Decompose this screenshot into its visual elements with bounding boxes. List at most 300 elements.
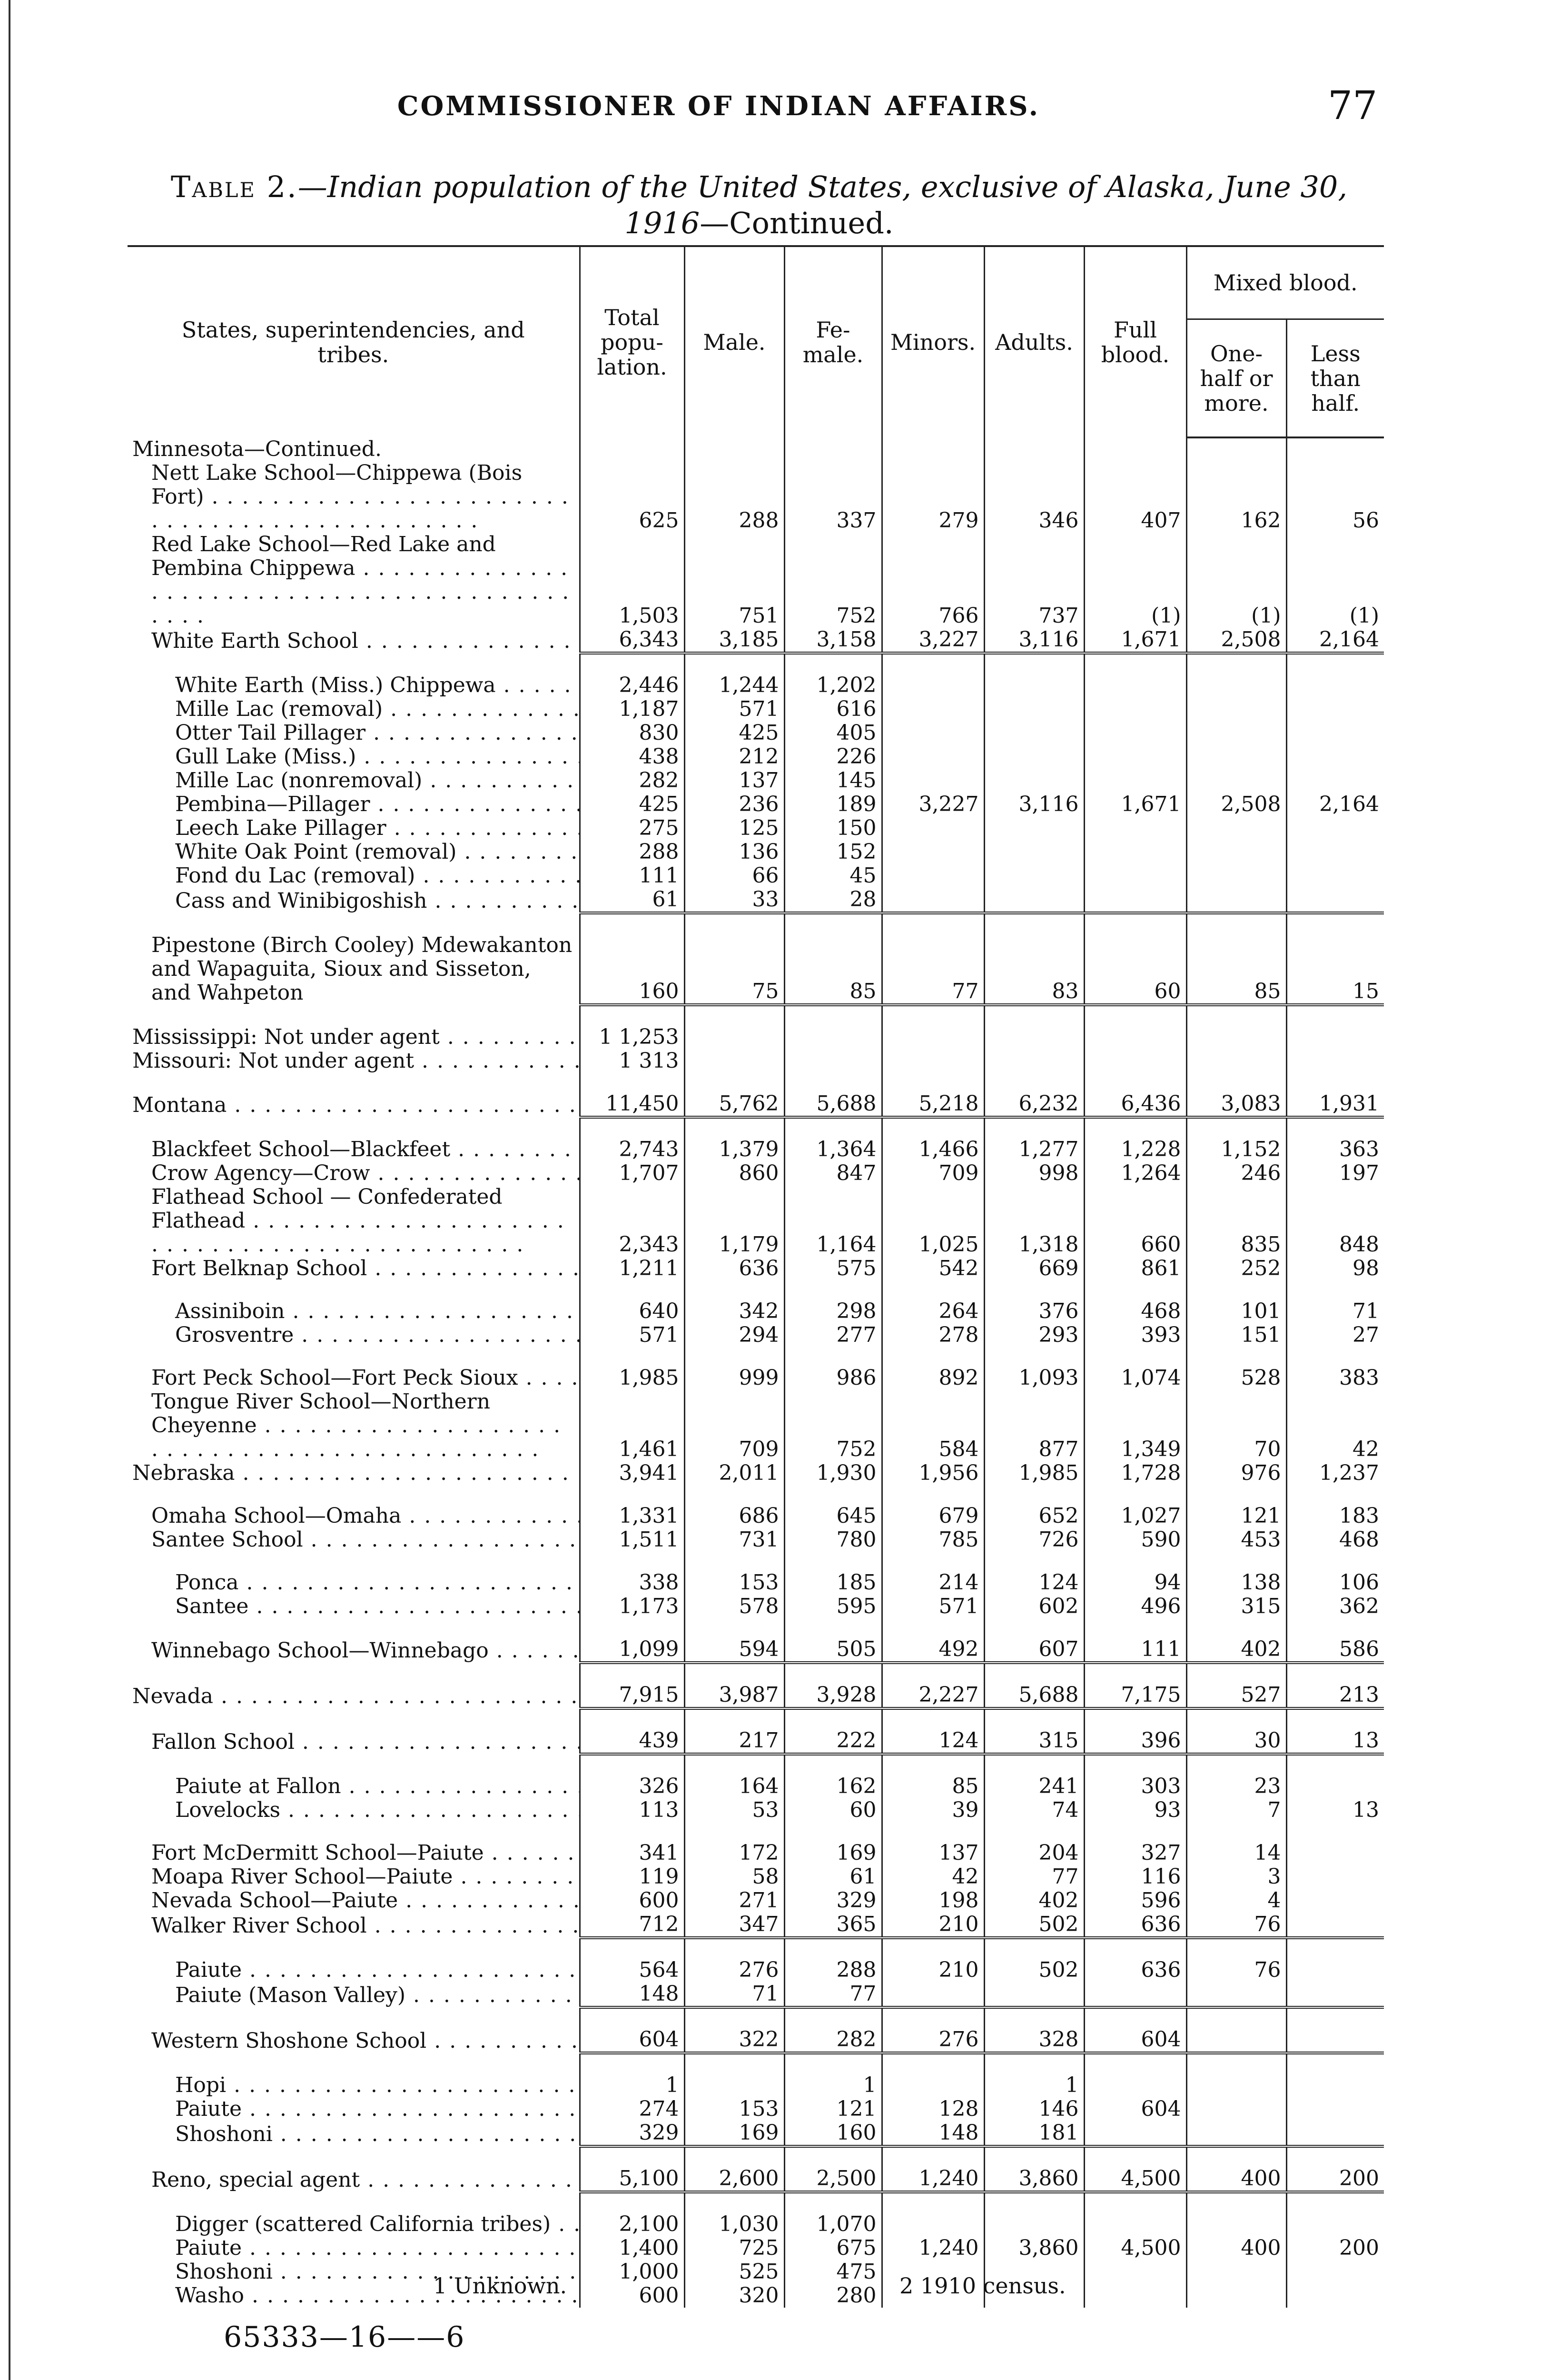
cell-value: 6,232 <box>984 1092 1084 1117</box>
cell-value: 525 <box>684 2260 784 2284</box>
cell-value: 1,244 <box>684 674 784 697</box>
spacer-cell <box>1186 1754 1286 1775</box>
spacer-cell <box>784 2146 882 2167</box>
leader-dots <box>226 2073 580 2097</box>
row-label-text: Grosventre <box>175 1323 294 1347</box>
table-row <box>128 2028 1384 2053</box>
cell-value <box>984 745 1084 769</box>
cell-value: 393 <box>1084 1323 1186 1347</box>
row-label-text: Pembina—Pillager <box>175 793 370 816</box>
cell-value: 85 <box>1186 933 1286 1005</box>
table-row <box>128 1798 1384 1822</box>
cell-value <box>1186 840 1286 864</box>
spacer-cell <box>984 1552 1084 1571</box>
spacer-cell <box>128 1938 580 1958</box>
cell-value <box>784 437 882 461</box>
cell-value <box>882 769 984 793</box>
row-label <box>128 2236 580 2260</box>
cell-value: 85 <box>784 933 882 1005</box>
table-row <box>128 1299 1384 1323</box>
cell-value: 2,508 <box>1186 628 1286 653</box>
row-label-text: Fond du Lac (removal) <box>175 864 415 888</box>
cell-value: 148 <box>580 1982 684 2007</box>
cell-value: 492 <box>882 1637 984 1663</box>
leader-dots <box>151 485 569 533</box>
cell-value <box>1186 1025 1286 1049</box>
spacer-cell <box>784 653 882 674</box>
leader-dots <box>489 1638 580 1663</box>
cell-value: 505 <box>784 1637 882 1663</box>
spacer-cell <box>784 1552 882 1571</box>
cell-value: 61 <box>580 888 684 913</box>
spacer-cell <box>128 1485 580 1504</box>
row-label-text: Reno, special agent <box>151 2168 360 2192</box>
cell-value <box>1286 1049 1384 1073</box>
spacer-cell <box>684 1754 784 1775</box>
cell-value: 2,600 <box>684 2167 784 2192</box>
cell-value: 976 <box>1186 1461 1286 1485</box>
cell-value: 277 <box>784 1323 882 1347</box>
cell-value: 652 <box>984 1504 1084 1528</box>
cell-value: 571 <box>882 1595 984 1618</box>
cell-value: 28 <box>784 888 882 913</box>
footnote-1: 1 Unknown. <box>433 2273 567 2299</box>
row-label <box>128 1390 580 1461</box>
spacer-cell <box>784 1117 882 1138</box>
leader-dots <box>294 1323 580 1347</box>
spacer-cell <box>1186 1552 1286 1571</box>
cell-value <box>684 2073 784 2097</box>
cell-value: 848 <box>1286 1185 1384 1257</box>
spacer-cell <box>580 2053 684 2073</box>
spacer-cell <box>1084 2053 1186 2073</box>
spacer-cell <box>1286 1005 1384 1025</box>
row-label-text: Blackfeet School—Blackfeet <box>151 1138 451 1161</box>
cell-value: 1,671 <box>1084 793 1186 816</box>
cell-value: 271 <box>684 1889 784 1913</box>
cell-value: 636 <box>684 1257 784 1280</box>
cell-value <box>1084 840 1186 864</box>
table-row <box>128 1323 1384 1347</box>
cell-value: 124 <box>882 1729 984 1754</box>
cell-value: 1,187 <box>580 697 684 721</box>
row-label-text: Nett Lake School—Chippewa (Bois Fort) <box>151 461 523 509</box>
row-label <box>128 769 580 793</box>
cell-value <box>1084 816 1186 840</box>
cell-value <box>1286 2097 1384 2121</box>
leader-dots <box>242 2097 580 2121</box>
cell-value <box>1286 816 1384 840</box>
cell-value: 320 <box>684 2284 784 2308</box>
cell-value: 1,211 <box>580 1257 684 1280</box>
row-label-text: Paiute (Mason Valley) <box>175 1983 405 2007</box>
cell-value: 1,466 <box>882 1138 984 1161</box>
cell-value: 1,164 <box>784 1185 882 1257</box>
cell-value: 405 <box>784 721 882 745</box>
cell-value: 1,025 <box>882 1185 984 1257</box>
cell-value: 4,500 <box>1084 2236 1186 2260</box>
spacer-cell <box>784 1938 882 1958</box>
spacer-cell <box>784 1280 882 1299</box>
cell-value: 604 <box>580 2028 684 2053</box>
cell-value <box>1186 2284 1286 2308</box>
spacer-cell <box>882 1073 984 1092</box>
cell-value: 3,185 <box>684 628 784 653</box>
spacer-cell <box>1084 1485 1186 1504</box>
cell-value: 106 <box>1286 1571 1384 1595</box>
table-row <box>128 1571 1384 1595</box>
spacer-cell <box>1084 1347 1186 1366</box>
cell-value: 113 <box>580 1798 684 1822</box>
cell-value <box>1186 2121 1286 2146</box>
row-spacer <box>128 1280 1384 1299</box>
col-header-adults: Adults. <box>984 246 1084 437</box>
cell-value <box>1084 2284 1186 2308</box>
cell-value: 600 <box>580 2284 684 2308</box>
cell-value: 198 <box>882 1889 984 1913</box>
spacer-cell <box>580 1754 684 1775</box>
leader-dots <box>405 1983 580 2007</box>
cell-value: 71 <box>1286 1299 1384 1323</box>
cell-value: 571 <box>580 1323 684 1347</box>
cell-value: 13 <box>1286 1798 1384 1822</box>
spacer-cell <box>882 653 984 674</box>
cell-value: 7 <box>1186 1798 1286 1822</box>
cell-value: 362 <box>1286 1595 1384 1618</box>
cell-value <box>984 1982 1084 2007</box>
row-label-text: Flathead School — Confederated Flathead <box>151 1185 503 1233</box>
row-label <box>128 674 580 697</box>
row-label-text: Omaha School—Omaha <box>151 1504 402 1528</box>
spacer-cell <box>684 1552 784 1571</box>
cell-value: 124 <box>984 1571 1084 1595</box>
cell-value: 77 <box>784 1982 882 2007</box>
table-row <box>128 697 1384 721</box>
cell-value: 288 <box>784 1958 882 1982</box>
cell-value: 42 <box>882 1865 984 1889</box>
cell-value <box>1084 674 1186 697</box>
row-label <box>128 816 580 840</box>
cell-value: 169 <box>684 2121 784 2146</box>
cell-value: 214 <box>882 1571 984 1595</box>
row-spacer <box>128 1822 1384 1841</box>
cell-value: 241 <box>984 1775 1084 1798</box>
cell-value <box>882 721 984 745</box>
cell-value: 150 <box>784 816 882 840</box>
cell-value: 61 <box>784 1865 882 1889</box>
spacer-cell <box>580 1280 684 1299</box>
cell-value <box>1286 888 1384 913</box>
running-head: COMMISSIONER OF INDIAN AFFAIRS. <box>397 90 1040 122</box>
table-row <box>128 1504 1384 1528</box>
cell-value: 751 <box>684 533 784 628</box>
cell-value: 346 <box>984 461 1084 533</box>
cell-value: 2,446 <box>580 674 684 697</box>
cell-value: 1,093 <box>984 1366 1084 1390</box>
cell-value: 3,227 <box>882 793 984 816</box>
cell-value: 274 <box>580 2097 684 2121</box>
table-row <box>128 864 1384 888</box>
cell-value: 752 <box>784 533 882 628</box>
spacer-cell <box>1186 1005 1286 1025</box>
spacer-cell <box>784 1663 882 1683</box>
cell-value: 731 <box>684 1528 784 1552</box>
cell-value: 1 <box>580 2073 684 2097</box>
print-imprint: 65333—16——6 <box>224 2320 465 2354</box>
cell-value: 1,931 <box>1286 1092 1384 1117</box>
cell-value <box>1186 437 1286 461</box>
row-label <box>128 1138 580 1161</box>
spacer-cell <box>1286 1618 1384 1637</box>
row-label-text: Santee <box>175 1595 249 1618</box>
cell-value: 616 <box>784 697 882 721</box>
spacer-cell <box>128 1754 580 1775</box>
cell-value: 30 <box>1186 1729 1286 1754</box>
row-spacer <box>128 2053 1384 2073</box>
row-spacer <box>128 1117 1384 1138</box>
cell-value: 438 <box>580 745 684 769</box>
row-label <box>128 721 580 745</box>
spacer-cell <box>1084 2007 1186 2028</box>
cell-value <box>984 840 1084 864</box>
spacer-cell <box>128 653 580 674</box>
cell-value <box>1084 2260 1186 2284</box>
row-label <box>128 1161 580 1185</box>
table-row <box>128 745 1384 769</box>
row-label-text: Missouri: Not under agent <box>132 1049 415 1073</box>
row-label-text: Mille Lac (removal) <box>175 697 383 721</box>
cell-value: 111 <box>580 864 684 888</box>
spacer-cell <box>784 1005 882 1025</box>
row-label-text: Nevada School—Paiute <box>151 1889 398 1913</box>
spacer-cell <box>1084 2146 1186 2167</box>
leader-dots <box>414 1049 580 1073</box>
leader-dots <box>235 1461 580 1485</box>
cell-value: 189 <box>784 793 882 816</box>
cell-value: 402 <box>1186 1637 1286 1663</box>
footnote-2: 2 1910 census. <box>899 2273 1066 2299</box>
spacer-cell <box>684 1347 784 1366</box>
cell-value <box>1186 2028 1286 2053</box>
spacer-cell <box>1186 1485 1286 1504</box>
table-row <box>128 1528 1384 1552</box>
cell-value: 604 <box>1084 2097 1186 2121</box>
spacer-cell <box>1084 1754 1186 1775</box>
spacer-cell <box>684 2192 784 2212</box>
cell-value <box>1084 864 1186 888</box>
cell-value <box>1286 2121 1384 2146</box>
spacer-cell <box>1286 2053 1384 2073</box>
cell-value: 337 <box>784 461 882 533</box>
cell-value: 42 <box>1286 1390 1384 1461</box>
cell-value: 1,264 <box>1084 1161 1186 1185</box>
spacer-cell <box>882 1822 984 1841</box>
spacer-cell <box>882 1117 984 1138</box>
table-row <box>128 1092 1384 1117</box>
cell-value: 528 <box>1186 1366 1286 1390</box>
row-label-text: Nevada <box>132 1684 214 1708</box>
cell-value <box>882 864 984 888</box>
spacer-cell <box>882 1485 984 1504</box>
col-header-less-than-half: Less than half. <box>1286 319 1384 438</box>
spacer-cell <box>1186 1663 1286 1683</box>
cell-value <box>1186 2212 1286 2236</box>
cell-value: 15 <box>1286 933 1384 1005</box>
cell-value: 600 <box>580 1889 684 1913</box>
row-label-text: Mississippi: Not under agent <box>132 1025 440 1049</box>
spacer-cell <box>1286 653 1384 674</box>
cell-value <box>1286 437 1384 461</box>
leader-dots <box>285 1299 580 1323</box>
row-label-text: Fort Peck School—Fort Peck Sioux <box>151 1366 518 1390</box>
cell-value: 164 <box>684 1775 784 1798</box>
table-row <box>128 816 1384 840</box>
cell-value: 645 <box>784 1504 882 1528</box>
spacer-cell <box>1286 1708 1384 1729</box>
cell-value: 3,987 <box>684 1683 784 1708</box>
row-spacer <box>128 1552 1384 1571</box>
spacer-cell <box>984 1485 1084 1504</box>
spacer-cell <box>882 2192 984 2212</box>
spacer-cell <box>784 2192 882 2212</box>
spacer-cell <box>1186 2053 1286 2073</box>
cell-value <box>1186 745 1286 769</box>
cell-value: 400 <box>1186 2167 1286 2192</box>
leader-dots <box>213 1684 580 1708</box>
leader-dots <box>370 793 580 816</box>
row-label-text: Western Shoshone School <box>151 2029 427 2053</box>
row-label-text: Hopi <box>175 2073 227 2097</box>
spacer-cell <box>882 1280 984 1299</box>
row-label-text: Crow Agency—Crow <box>151 1161 370 1185</box>
row-label-text: Paiute at Fallon <box>175 1775 341 1798</box>
row-label-text: Paiute <box>175 1958 242 1982</box>
cell-value: 53 <box>684 1798 784 1822</box>
spacer-cell <box>684 1073 784 1092</box>
cell-value <box>684 437 784 461</box>
spacer-cell <box>984 1754 1084 1775</box>
cell-value: 66 <box>684 864 784 888</box>
spacer-cell <box>1084 1822 1186 1841</box>
cell-value: 315 <box>1186 1595 1286 1618</box>
row-label <box>128 2212 580 2236</box>
cell-value: 986 <box>784 1366 882 1390</box>
cell-value: 1 <box>984 2073 1084 2097</box>
row-label <box>128 840 580 864</box>
title-year: 1916 <box>624 206 700 240</box>
row-spacer <box>128 1938 1384 1958</box>
cell-value: 669 <box>984 1257 1084 1280</box>
cell-value: 210 <box>882 1913 984 1938</box>
spacer-cell <box>580 2192 684 2212</box>
cell-value: 70 <box>1186 1390 1286 1461</box>
cell-value: 1,240 <box>882 2236 984 2260</box>
cell-value: 1,379 <box>684 1138 784 1161</box>
row-label-text: Paiute <box>175 2236 242 2260</box>
cell-value: 222 <box>784 1729 882 1754</box>
row-spacer <box>128 1347 1384 1366</box>
spacer-cell <box>984 1005 1084 1025</box>
cell-value: 85 <box>882 1775 984 1798</box>
row-label-text: Assiniboin <box>175 1299 285 1323</box>
table-row <box>128 1775 1384 1798</box>
leader-dots <box>242 1958 580 1982</box>
cell-value: 725 <box>684 2236 784 2260</box>
cell-value: 1,202 <box>784 674 882 697</box>
cell-value: 303 <box>1084 1775 1186 1798</box>
cell-value: 162 <box>784 1775 882 1798</box>
cell-value: 76 <box>1186 1958 1286 1982</box>
leader-dots <box>358 629 580 653</box>
cell-value: 121 <box>1186 1504 1286 1528</box>
cell-value: 264 <box>882 1299 984 1323</box>
spacer-cell <box>1186 1073 1286 1092</box>
row-label <box>128 1982 580 2007</box>
cell-value <box>1084 1982 1186 2007</box>
row-label <box>128 1889 580 1913</box>
row-label-text: Paiute <box>175 2097 242 2121</box>
title-continued: —Continued. <box>700 206 894 240</box>
cell-value <box>1084 745 1186 769</box>
spacer-cell <box>1186 1822 1286 1841</box>
cell-value: 252 <box>1186 1257 1286 1280</box>
row-label-text: Shoshoni <box>175 2260 273 2284</box>
cell-value: 877 <box>984 1390 1084 1461</box>
spacer-cell <box>1186 1280 1286 1299</box>
spacer-cell <box>1186 1708 1286 1729</box>
spacer-cell <box>1084 1663 1186 1683</box>
spacer-cell <box>1286 2146 1384 2167</box>
cell-value: 3,158 <box>784 628 882 653</box>
cell-value: 625 <box>580 461 684 533</box>
row-label <box>128 697 580 721</box>
cell-value: 23 <box>1186 1775 1286 1798</box>
cell-value: 1,240 <box>882 2167 984 2192</box>
cell-value: 280 <box>784 2284 882 2308</box>
cell-value: 45 <box>784 864 882 888</box>
cell-value: 288 <box>684 461 784 533</box>
spacer-cell <box>580 1347 684 1366</box>
cell-value: 1,099 <box>580 1637 684 1663</box>
spacer-cell <box>128 2053 580 2073</box>
spacer-cell <box>1186 1938 1286 1958</box>
cell-value: 288 <box>580 840 684 864</box>
spacer-cell <box>580 2146 684 2167</box>
spacer-cell <box>984 1708 1084 1729</box>
spacer-cell <box>784 1485 882 1504</box>
cell-value: 294 <box>684 1323 784 1347</box>
cell-value <box>1286 1865 1384 1889</box>
cell-value <box>984 769 1084 793</box>
cell-value: 602 <box>984 1595 1084 1618</box>
cell-value: 119 <box>580 1865 684 1889</box>
table-row <box>128 2284 1384 2308</box>
spacer-cell <box>1286 1822 1384 1841</box>
cell-value: 315 <box>984 1729 1084 1754</box>
cell-value: 830 <box>580 721 684 745</box>
spacer-cell <box>1186 2192 1286 2212</box>
cell-value <box>1286 1982 1384 2007</box>
spacer-cell <box>984 1618 1084 1637</box>
page-number: 77 <box>1328 83 1378 129</box>
row-label-text: Cass and Winibigoshish <box>175 889 427 913</box>
cell-value: 74 <box>984 1798 1084 1822</box>
cell-value: 204 <box>984 1841 1084 1865</box>
cell-value <box>984 437 1084 461</box>
row-label <box>128 1841 580 1865</box>
row-label <box>128 793 580 816</box>
row-label-text: Digger (scattered California tribes) <box>175 2212 551 2236</box>
